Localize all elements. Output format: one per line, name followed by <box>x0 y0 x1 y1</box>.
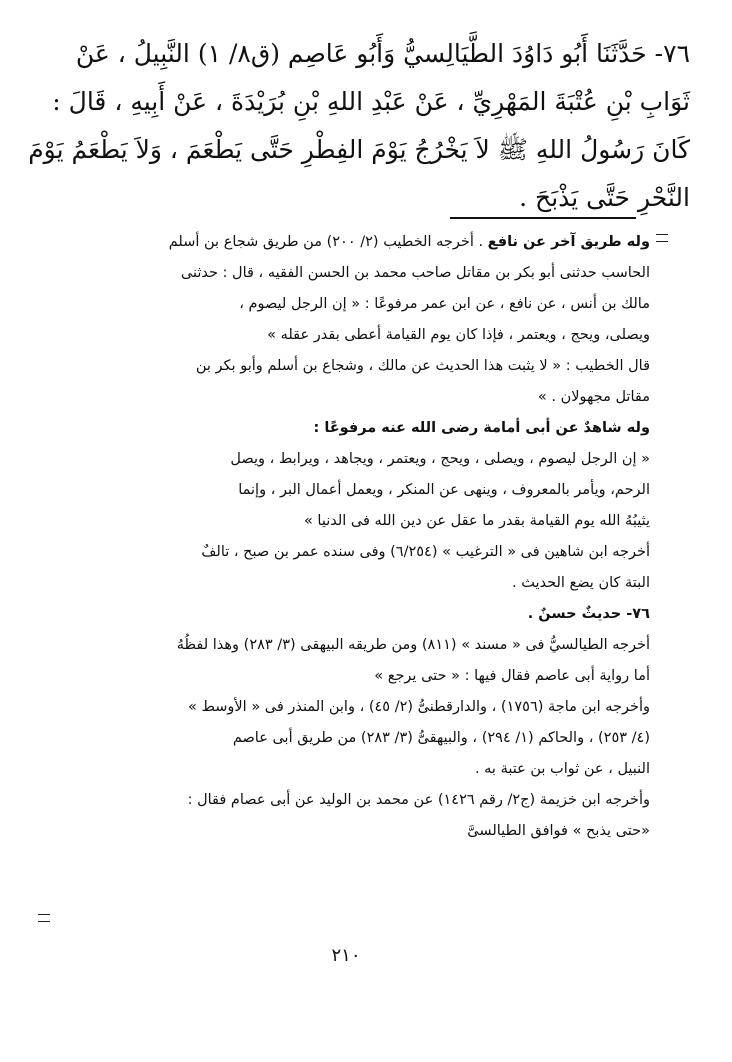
footnote-line: أخرجه ابن شاهين فى « الترغيب » (٦/٢٥٤) وفى سنده عمر بن صبح ، تالفٌ <box>201 544 650 560</box>
footnote-line: الرحم، ويأمر بالمعروف ، وينهى عن المنكر ، ويعمل أعمال البر ، وإنما <box>238 482 650 498</box>
footnote-line: قال الخطيب : « لا يثبت هذا الحديث عن مالك ، وشجاع بن أسلم وأبو بكر بن <box>195 358 650 374</box>
hadith-line: ٧٦- حَدَّثَنَا أَبُو دَاوُدَ الطَّيَالِسيُّ وَأَبُو عَاصِم (ق٨/ ١) النَّبِيلُ ، عَنْ <box>75 39 690 68</box>
footnote-line: مالك بن أنس ، عن نافع ، عن ابن عمر مرفوعًا : « إن الرجل ليصوم ، <box>239 296 650 312</box>
footnote-line: أما رواية أبى عاصم فقال فيها : « حتى يرجع » <box>374 668 650 684</box>
hadith-text <box>28 30 690 222</box>
footnote-line: النبيل ، عن ثواب بن عتبة به . <box>474 761 650 777</box>
footnote-line <box>50 227 650 258</box>
footnote-line: « إن الرجل ليصوم ، ويصلى ، ويحج ، ويعتمر ، ويجاهد ، ويرابط ، ويصل <box>230 451 650 467</box>
margin-mark <box>656 234 668 242</box>
footnote-text: . أخرجه الخطيب (٢/ ٢٠٠) من طريق شجاع بن أسلم <box>168 234 484 250</box>
footnote-separator <box>450 217 636 219</box>
footnote-line: ويصلى، ويحج ، ويعتمر ، فإذا كان يوم القيامة أعطى بقدر عقله » <box>267 327 650 343</box>
footnote-line: وأخرجه ابن خزيمة (ج٢/ رقم ١٤٢٦) عن محمد بن الوليد عن أبى عصام فقال : <box>187 792 650 808</box>
hadith-line: ثَوَابِ بْنِ عُتْبَةَ المَهْرِيِّ ، عَنْ عَبْدِ اللهِ بْنِ بُرَيْدَةَ ، عَنْ أَبِيهِ ، قَالَ : <box>52 87 690 116</box>
margin-mark <box>38 914 50 922</box>
footnote-line: أخرجه الطيالسيُّ فى « مسند » (٨١١) ومن طريقه البيهقى (٣/ ٢٨٣) وهذا لفظُهُ <box>176 637 650 653</box>
hadith-line: النَّحْرِ حَتَّى يَذْبَحَ . <box>519 183 690 212</box>
footnote-line: الحاسب حدثنى أبو بكر بن مقاتل صاحب محمد بن الحسن الفقيه ، قال : حدثنى <box>180 265 650 281</box>
footnote-line: (٤/ ٢٥٣) ، والحاكم (١/ ٢٩٤) ، والبيهقىُّ (٣/ ٢٨٣) من طريق أبى عاصم <box>232 730 650 746</box>
footnote-line: يثيبُهُ الله يوم القيامة بقدر ما عقل عن دين الله فى الدنيا » <box>303 513 650 529</box>
footnote-heading: وله شاهدٌ عن أبى أمامة رضى الله عنه مرفوعًا : <box>313 420 650 436</box>
page-number: ٢١٠ <box>331 945 361 966</box>
footnote-line: البتة كان يضع الحديث . <box>511 575 650 591</box>
footnote-line: «حتى يذبح » فوافق الطيالسىَّ <box>467 823 650 839</box>
footnote-line: مقاتل مجهولان . » <box>537 389 650 405</box>
footnotes <box>50 227 650 847</box>
footnote-lead: وله طريق آخر عن نافع <box>487 234 650 250</box>
hadith-line: كَانَ رَسُولُ اللهِ ﷺ لاَ يَخْرُجُ يَوْمَ الفِطْرِ حَتَّى يَطْعَمَ ، وَلاَ يَطْعَمُ يَوْمَ <box>28 135 690 164</box>
footnote-line: وأخرجه ابن ماجة (١٧٥٦) ، والدارقطنىُّ (٢/ ٤٥) ، وابن المنذر فى « الأوسط » <box>188 699 650 715</box>
footnote-heading: ٧٦- حديثٌ حسنٌ . <box>527 606 650 622</box>
